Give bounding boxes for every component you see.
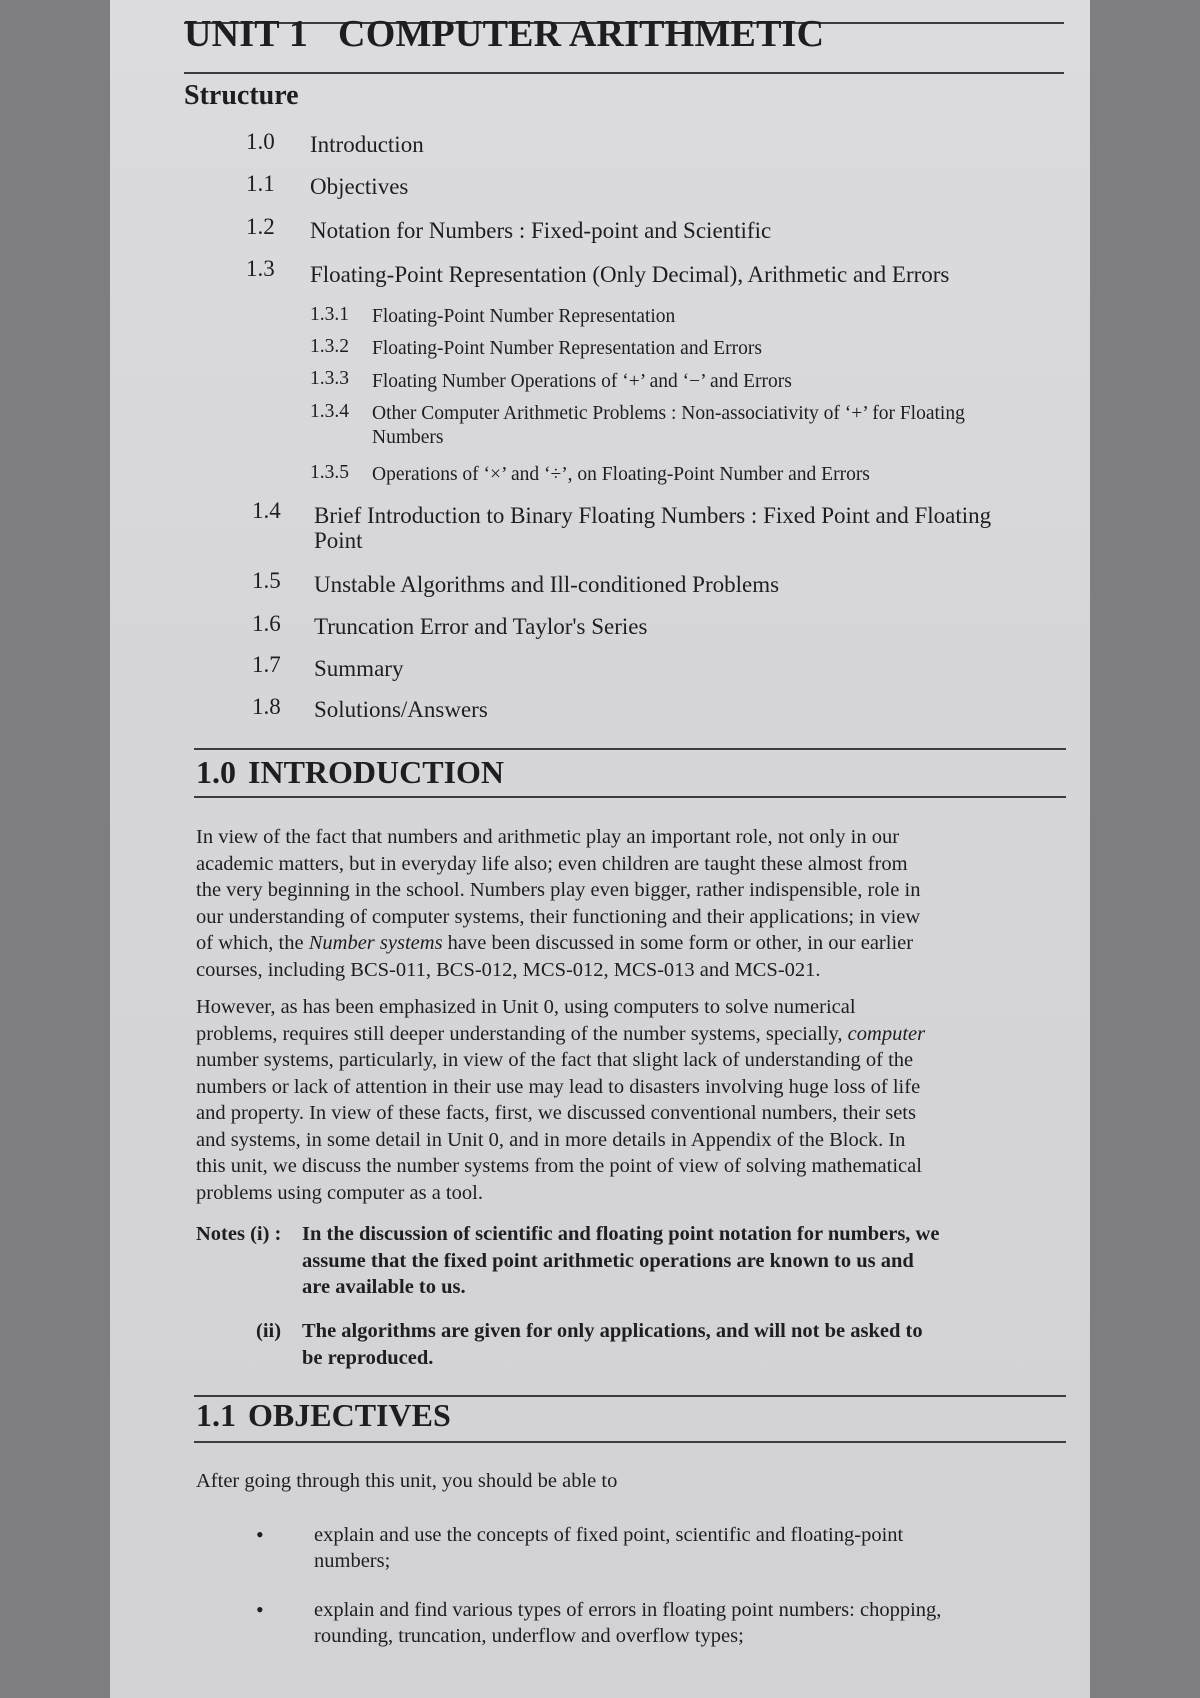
section-title: OBJECTIVES (248, 1397, 451, 1433)
text-line: our understanding of computer systems, their functioning and their applications; in view (196, 905, 921, 928)
structure-heading: Structure (184, 80, 299, 111)
toc-entry: Unstable Algorithms and Ill-conditioned Problems (314, 572, 780, 597)
textbook-page (110, 0, 1090, 1698)
text-run: problems, requires still deeper understanding of the number systems, specially, (196, 1022, 848, 1045)
toc-number: 1.4 (252, 498, 281, 523)
text-line: assume that the fixed point arithmetic operations are known to us and (302, 1249, 914, 1272)
text-line: explain and use the concepts of fixed point, scientific and floating-point (314, 1524, 904, 1546)
objective-item (314, 1522, 1054, 1574)
text-line (196, 930, 1036, 957)
toc-number: 1.5 (252, 568, 281, 593)
text-run: of which, the (196, 932, 309, 954)
toc-entry: Solutions/Answers (314, 697, 488, 722)
toc-entry: Other Computer Arithmetic Problems : Non-associativity of ‘+’ for Floating (372, 403, 965, 424)
text-line (196, 1021, 1036, 1048)
text-line: The algorithms are given for only applications, and will not be asked to (302, 1320, 923, 1342)
section-number: 1.1 (196, 1397, 236, 1433)
text-line: academic matters, but in everyday life also; even children are taught these almost from (196, 852, 908, 875)
toc-number: 1.3.1 (310, 304, 349, 325)
toc-entry: Floating-Point Representation (Only Decimal), Arithmetic and Errors (310, 262, 950, 287)
toc-entry: Floating-Point Number Representation and Errors (372, 338, 762, 359)
toc-number: 1.3.3 (310, 368, 349, 389)
title-underline (184, 72, 1064, 74)
toc-entry-continued: Point (314, 528, 363, 553)
toc-number: 1.3.5 (310, 462, 349, 483)
objective-item (314, 1597, 1074, 1649)
note-1 (302, 1221, 1062, 1301)
text-line: this unit, we discuss the number systems from the point of view of solving mathematical (196, 1155, 922, 1177)
italic-term: Number systems (308, 932, 443, 954)
objectives-lead: After going through this unit, you should be able to (196, 1470, 618, 1492)
intro-paragraph-2 (196, 994, 1036, 1206)
toc-entry-continued: Numbers (372, 427, 444, 448)
text-line: In view of the fact that numbers and arithmetic play an important role, not only in our (196, 826, 900, 848)
toc-number: 1.7 (252, 652, 281, 677)
italic-term: computer (847, 1022, 926, 1045)
text-line: are available to us. (302, 1276, 466, 1298)
text-line: and systems, in some detail in Unit 0, and in more details in Appendix of the Block. In (196, 1128, 906, 1151)
text-line: number systems, particularly, in view of the fact that slight lack of understanding of the (196, 1049, 914, 1071)
notes-label: Notes (i) : (196, 1223, 282, 1245)
unit-title (184, 12, 824, 56)
text-line: numbers; (314, 1550, 391, 1572)
toc-entry: Summary (314, 656, 404, 681)
unit-name: COMPUTER ARITHMETIC (338, 13, 825, 55)
toc-number: 1.8 (252, 694, 281, 719)
toc-entry: Operations of ‘×’ and ‘÷’, on Floating-Point Number and Errors (372, 464, 870, 485)
toc-entry: Floating Number Operations of ‘+’ and ‘−’ and Errors (372, 371, 792, 392)
section-title: INTRODUCTION (248, 754, 505, 790)
toc-number: 1.3.2 (310, 336, 349, 357)
bullet: • (256, 1522, 264, 1547)
section-heading-objectives (196, 1397, 451, 1434)
text-run: have been discussed in some form or other, in our earlier (442, 932, 914, 954)
toc-entry: Introduction (310, 132, 424, 157)
section-rule (194, 748, 1066, 750)
text-line: courses, including BCS-011, BCS-012, MCS-012, MCS-013 and MCS-021. (196, 958, 821, 981)
intro-paragraph-1 (196, 824, 1036, 983)
toc-entry: Notation for Numbers : Fixed-point and Scientific (310, 218, 772, 243)
toc-number: 1.3.4 (310, 401, 349, 422)
section-rule (194, 796, 1066, 798)
toc-entry: Truncation Error and Taylor's Series (314, 614, 648, 639)
text-line: be reproduced. (302, 1346, 434, 1369)
section-rule (194, 1441, 1066, 1443)
toc-number: 1.0 (246, 129, 275, 154)
text-line: numbers or lack of attention in their use may lead to disasters involving huge loss of life (196, 1075, 921, 1098)
text-line: the very beginning in the school. Numbers play even bigger, rather indispensible, role in (196, 879, 921, 901)
toc-entry: Objectives (310, 174, 409, 199)
text-line: explain and find various types of errors in floating point numbers: chopping, (314, 1599, 942, 1621)
note-2 (302, 1318, 1062, 1371)
toc-number: 1.1 (246, 171, 275, 196)
toc-number: 1.2 (246, 214, 275, 239)
section-heading-introduction (196, 754, 504, 791)
text-line: and property. In view of these facts, first, we discussed conventional numbers, their sets (196, 1102, 916, 1124)
bullet: • (256, 1597, 264, 1622)
text-line: rounding, truncation, underflow and overflow types; (314, 1625, 744, 1647)
text-line: problems using computer as a tool. (196, 1181, 483, 1204)
unit-number: UNIT 1 (184, 13, 309, 55)
text-line: However, as has been emphasized in Unit 0, using computers to solve numerical (196, 996, 856, 1018)
toc-number: 1.6 (252, 611, 281, 636)
toc-number: 1.3 (246, 256, 275, 281)
note-2-label: (ii) (256, 1320, 282, 1342)
toc-entry: Brief Introduction to Binary Floating Numbers : Fixed Point and Floating (314, 503, 992, 528)
section-number: 1.0 (196, 754, 236, 790)
toc-entry: Floating-Point Number Representation (372, 306, 676, 327)
text-line: In the discussion of scientific and floating point notation for numbers, we (302, 1223, 940, 1245)
